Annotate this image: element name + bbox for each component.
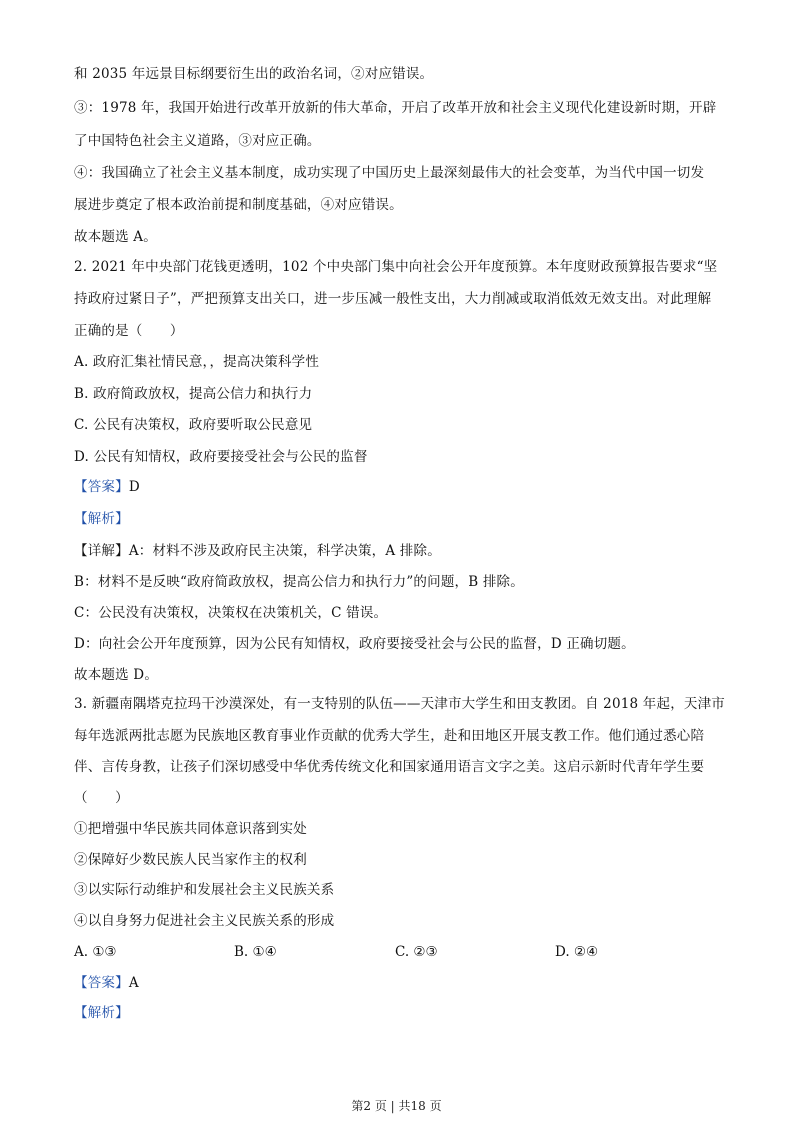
analysis-label: 【解析】 <box>74 511 129 527</box>
detail-text: A：材料不涉及政府民主决策，科学决策，A 排除。 <box>128 543 441 559</box>
question-2-stem: 正确的是（ ） <box>74 323 184 339</box>
text-line: D：向社会公开年度预算，因为公民有知情权，政府要接受社会与公民的监督，D 正确切题。 <box>74 636 635 652</box>
option-a: A. ①③ <box>74 944 117 960</box>
answer-value: D <box>128 479 140 495</box>
statement-1: ①把增强中华民族共同体意识落到实处 <box>74 821 307 837</box>
text-line: B：材料不是反映“政府简政放权，提高公信力和执行力”的问题，B 排除。 <box>74 574 524 590</box>
question-2-stem: 2. 2021 年中央部门花钱更透明，102 个中央部门集中向社会公开年度预算。本年度财政预算报告要求“坚 <box>74 259 718 275</box>
analysis-line <box>74 509 733 529</box>
answer-line <box>74 477 733 497</box>
question-3-stem: 每年选派两批志愿为民族地区教育事业作贡献的优秀大学生，赴和田地区开展支教工作。他们通过悉心陪 <box>74 728 705 744</box>
statement-3: ③以实际行动维护和发展社会主义民族关系 <box>74 882 335 898</box>
options-row <box>74 942 734 962</box>
detail-line <box>74 541 733 561</box>
question-3-stem: 伴、言传身教，让孩子们深切感受中华优秀传统文化和国家通用语言文字之美。这启示新时代青年学生要 <box>74 759 705 775</box>
text-line: ④：我国确立了社会主义基本制度，成功实现了中国历史上最深刻最伟大的社会变革，为当代中国一切发 <box>74 165 705 181</box>
answer-line <box>74 973 733 993</box>
option-b: B. ①④ <box>234 944 277 960</box>
question-3-stem: （ ） <box>74 790 129 806</box>
text-line: C：公民没有决策权，决策权在决策机关，C 错误。 <box>74 605 388 621</box>
text-line: ③：1978 年，我国开始进行改革开放新的伟大革命，开启了改革开放和社会主义现代化建设新时期，开辟 <box>74 100 717 116</box>
text-line: 展进步奠定了根本政治前提和制度基础，④对应错误。 <box>74 197 403 213</box>
analysis-label: 【解析】 <box>74 1005 129 1021</box>
question-2-stem: 持政府过紧日子”，严把预算支出关口，进一步压减一般性支出，大力削减或取消低效无效支出。对此理解 <box>74 291 712 307</box>
page-footer: 第2 页 | 共18 页 <box>351 1099 442 1113</box>
answer-label: 【答案】 <box>74 479 129 495</box>
text-line: 和 2035 年远景目标纲要衍生出的政治名词，②对应错误。 <box>74 66 434 82</box>
detail-label: 【详解】 <box>74 543 129 559</box>
text-line: 了中国特色社会主义道路，③对应正确。 <box>74 133 321 149</box>
option-d: D. ②④ <box>555 944 599 960</box>
analysis-line <box>74 1003 733 1023</box>
option-d: D. 公民有知情权，政府要接受社会与公民的监督 <box>74 449 368 465</box>
answer-value: A <box>128 975 139 991</box>
question-3-stem: 3. 新疆南隅塔克拉玛干沙漠深处，有一支特别的队伍——天津市大学生和田支教团。自 2018 年起，天津市 <box>74 696 726 712</box>
statement-2: ②保障好少数民族人民当家作主的权利 <box>74 852 307 868</box>
statement-4: ④以自身努力促进社会主义民族关系的形成 <box>74 913 335 929</box>
text-line: 故本题选 D。 <box>74 667 159 683</box>
text-line: 故本题选 A。 <box>74 229 157 245</box>
answer-label: 【答案】 <box>74 975 129 991</box>
option-c: C. ②③ <box>395 944 438 960</box>
option-a: A. 政府汇集社情民意，，提高决策科学性 <box>74 354 320 370</box>
option-c: C. 公民有决策权，政府要听取公民意见 <box>74 417 313 433</box>
option-b: B. 政府简政放权，提高公信力和执行力 <box>74 386 313 402</box>
